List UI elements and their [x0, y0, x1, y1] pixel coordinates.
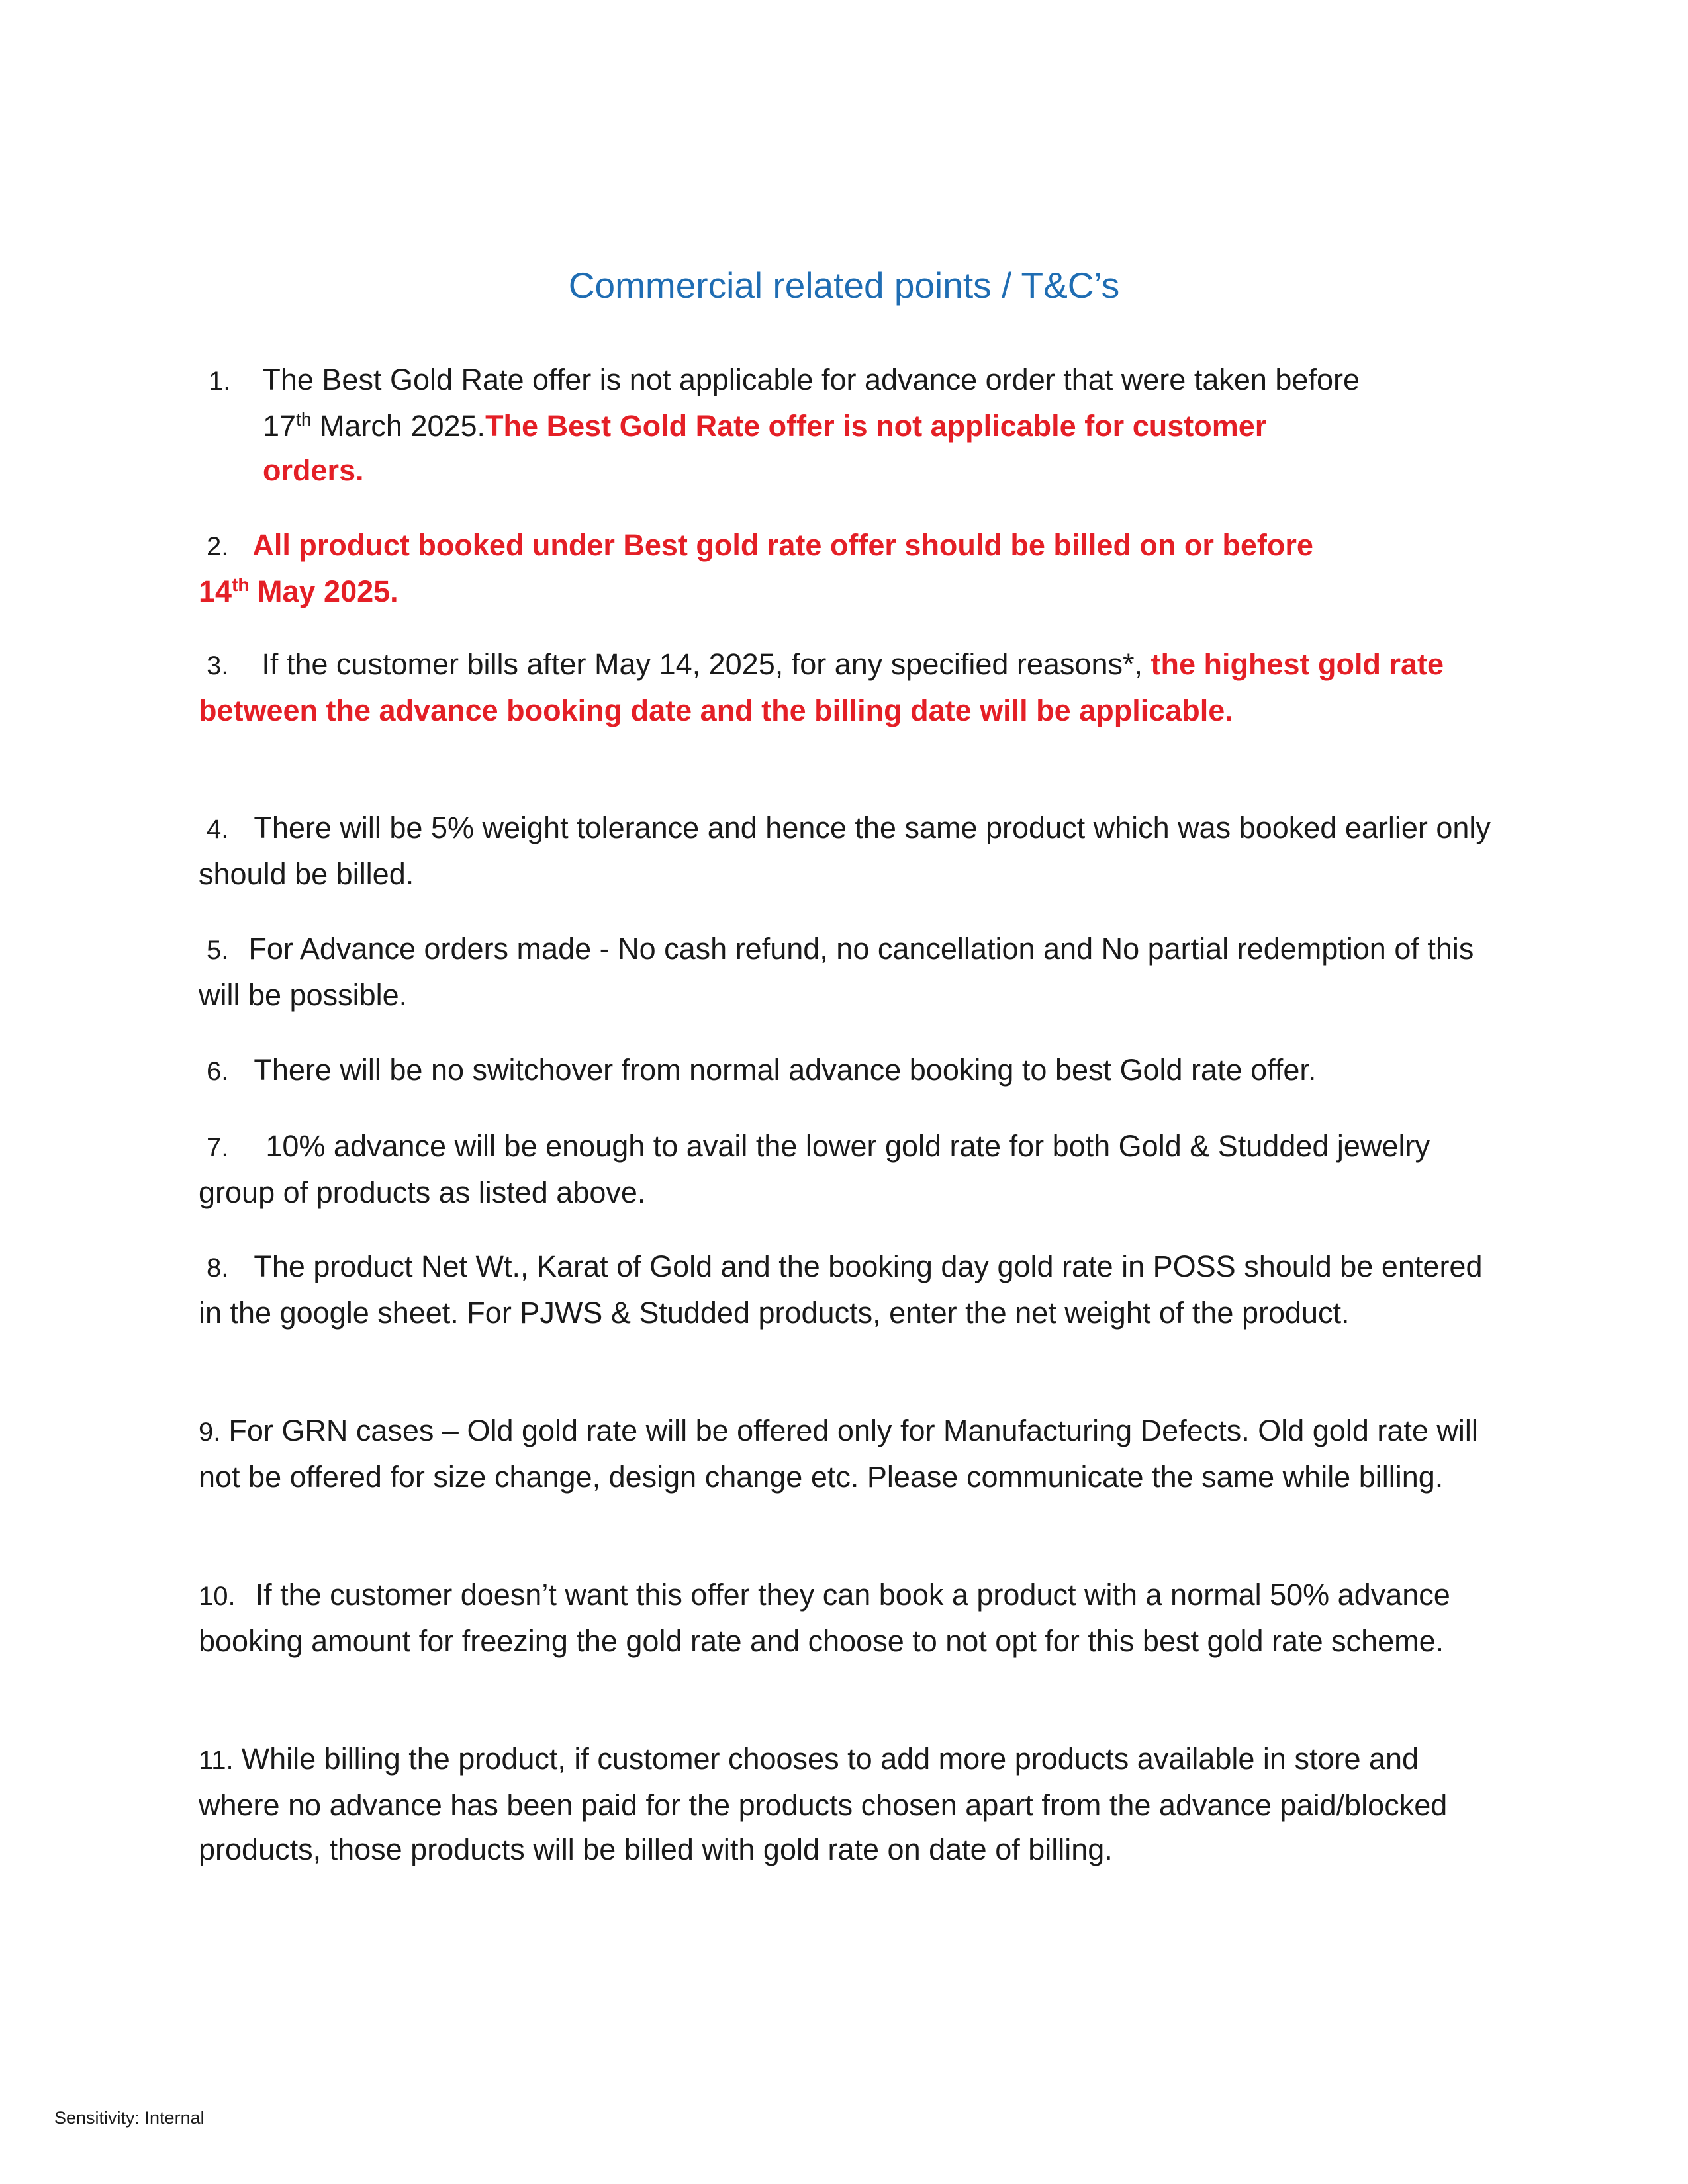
item-text: For GRN cases – Old gold rate will be offered only for Manufacturing Defects. Old gold rate will not be offered for size change, design change etc. Please communicate the same while billing. [199, 1414, 1478, 1494]
list-item-11 [199, 1737, 1496, 1872]
item-number: 4. [207, 815, 229, 844]
list-item-8 [199, 1244, 1496, 1335]
item-emphasis: the highest gold rate between the advance booking date and the billing date will be applicable. [199, 647, 1444, 727]
item-number: 9. [199, 1418, 221, 1447]
list-item-7 [199, 1124, 1496, 1214]
item-number: 7. [207, 1133, 229, 1162]
item-text: There will be 5% weight tolerance and hence the same product which was booked earlier only should be billed. [199, 811, 1491, 891]
item-number: 1. [209, 367, 231, 396]
page-title: Commercial related points / T&C’s [568, 265, 1120, 306]
item-number: 10. [199, 1582, 236, 1611]
item-number: 11. [199, 1746, 234, 1775]
item-text: The product Net Wt., Karat of Gold and the booking day gold rate in POSS should be entered in the google sheet. For PJWS & Studded products, enter the net weight of the product. [199, 1250, 1483, 1330]
list-item-9 [199, 1408, 1496, 1499]
list-item-2 [199, 523, 1496, 614]
item-text: There will be no switchover from normal advance booking to best Gold rate offer. [254, 1053, 1317, 1087]
item-text-date: 17th March 2025. [263, 409, 486, 443]
list-item-5 [199, 927, 1496, 1017]
list-item-10 [199, 1572, 1496, 1663]
list-item-3 [199, 642, 1496, 733]
item-number: 2. [207, 532, 229, 561]
item-text: For Advance orders made - No cash refund, no cancellation and No partial redemption of this will be possible. [199, 932, 1474, 1012]
item-number: 3. [207, 651, 229, 680]
item-number: 6. [207, 1057, 229, 1086]
item-emphasis-cont: orders. [263, 453, 364, 487]
list-item-4 [199, 805, 1496, 896]
list-item-1 [199, 357, 1496, 492]
item-emphasis-date: 14th May 2025. [199, 574, 399, 608]
item-text: 10% advance will be enough to avail the lower gold rate for both Gold & Studded jewelry group of products as listed above. [199, 1129, 1430, 1209]
item-emphasis: The Best Gold Rate offer is not applicable for customer [485, 409, 1267, 443]
item-text: If the customer doesn’t want this offer they can book a product with a normal 50% advance booking amount for freezing the gold rate and choose to not opt for this best gold rate scheme. [199, 1578, 1450, 1658]
item-number: 5. [207, 936, 229, 965]
item-number: 8. [207, 1253, 229, 1283]
item-text: The Best Gold Rate offer is not applicable for advance order that were taken before [262, 363, 1360, 396]
sensitivity-label: Sensitivity: Internal [54, 2108, 205, 2128]
item-emphasis: All product booked under Best gold rate offer should be billed on or before [252, 528, 1313, 562]
list-item-6 [199, 1048, 1496, 1094]
item-text: If the customer bills after May 14, 2025, for any specified reasons*, [261, 647, 1151, 681]
item-text: While billing the product, if customer chooses to add more products available in store and where no advance has been paid for the products chosen apart from the advance paid/blocked products, those products will be billed with gold rate on date of billing. [199, 1742, 1448, 1866]
